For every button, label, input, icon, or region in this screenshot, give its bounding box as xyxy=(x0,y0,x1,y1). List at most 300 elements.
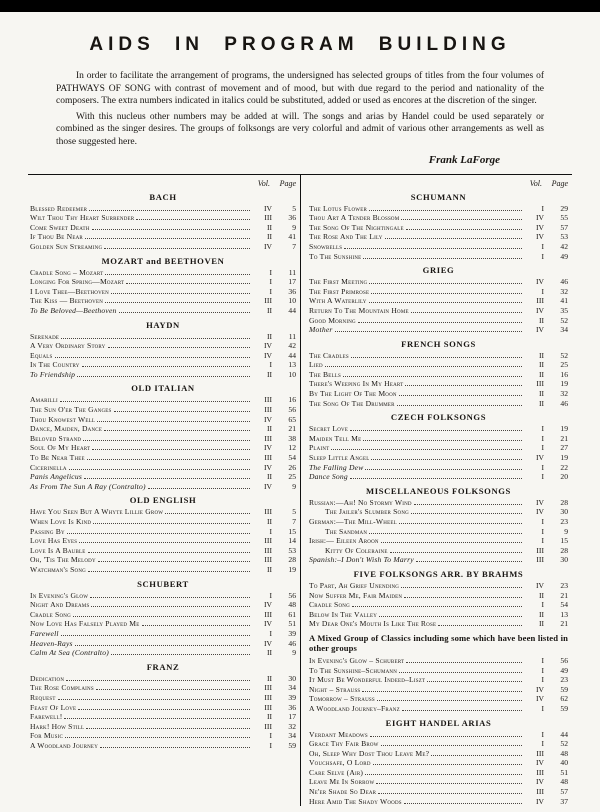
song-page: 15 xyxy=(560,536,568,546)
song-title: The Rose Complains xyxy=(30,683,94,693)
song-title: To Be Near Thee xyxy=(30,453,85,463)
song-row xyxy=(30,546,296,556)
song-volume: IV xyxy=(263,341,272,351)
dot-leader xyxy=(119,312,250,313)
song-page: 19 xyxy=(560,424,568,434)
song-title: There's Weeping In My Heart xyxy=(309,379,404,389)
song-page: 48 xyxy=(560,748,568,758)
song-volume: II xyxy=(266,673,272,683)
song-page: 36 xyxy=(288,286,296,296)
dot-leader xyxy=(373,764,522,765)
dot-leader xyxy=(111,654,250,655)
dot-leader xyxy=(331,449,522,450)
song-page: 19 xyxy=(560,379,568,389)
song-title: To Be Beloved—Beethoven xyxy=(30,305,117,315)
column-vol-page-header xyxy=(30,179,296,188)
dot-leader xyxy=(93,523,250,524)
song-volume: I xyxy=(541,526,544,536)
page-title: AIDS IN PROGRAM BUILDING xyxy=(89,34,511,55)
song-volume: I xyxy=(541,675,544,685)
dot-leader xyxy=(352,606,522,607)
song-title: Serenade xyxy=(30,331,60,341)
song-volume: IV xyxy=(263,638,272,648)
song-title: If Thou Be Near xyxy=(30,232,83,242)
song-page: 54 xyxy=(288,453,296,463)
song-title: Thou Knowest Well xyxy=(30,414,96,424)
song-page: 23 xyxy=(560,517,568,526)
song-page: 32 xyxy=(288,721,296,731)
song-title: A Very Ordinary Story xyxy=(30,341,106,351)
song-title: The Song Of The Drummer xyxy=(309,398,395,408)
song-volume: III xyxy=(536,545,544,555)
song-row xyxy=(309,507,568,517)
song-title: Cicerinella xyxy=(30,462,67,472)
song-page: 59 xyxy=(288,740,296,750)
song-row xyxy=(30,565,296,575)
song-page: 9 xyxy=(292,648,296,658)
song-row xyxy=(30,341,296,351)
song-title: Vouchsafe, O Lord xyxy=(309,758,371,768)
song-volume: I xyxy=(269,286,272,296)
song-page: 30 xyxy=(560,507,568,517)
song-row xyxy=(30,434,296,444)
dot-leader xyxy=(404,803,522,804)
song-page: 26 xyxy=(288,462,296,472)
song-volume: II xyxy=(266,222,272,232)
song-row xyxy=(30,204,296,214)
song-volume: II xyxy=(266,517,272,526)
song-row xyxy=(30,482,296,492)
vol-header-label: Vol. xyxy=(257,178,270,188)
song-page: 10 xyxy=(288,369,296,379)
song-row xyxy=(30,424,296,434)
dot-leader xyxy=(55,357,250,358)
song-title: Irish:— Eileen Aroon xyxy=(309,536,379,546)
song-title: Panis Angelicus xyxy=(30,472,83,482)
section-heading: SCHUMANN xyxy=(410,191,467,202)
song-page: 49 xyxy=(560,665,568,675)
song-title: Request xyxy=(30,692,56,702)
song-page: 22 xyxy=(560,462,568,472)
song-title: Equals xyxy=(30,350,53,360)
dot-leader xyxy=(369,302,522,303)
song-row xyxy=(30,242,296,252)
dot-leader xyxy=(369,533,522,534)
dot-leader xyxy=(381,745,522,746)
song-title: The Rose And The Lily xyxy=(309,232,383,242)
song-page: 42 xyxy=(560,241,568,251)
song-row xyxy=(309,527,568,537)
song-volume: III xyxy=(264,395,272,405)
dot-leader xyxy=(371,459,522,460)
song-page: 52 xyxy=(560,350,568,360)
song-title: Calm At Sea (Contralto) xyxy=(30,648,109,658)
song-page: 39 xyxy=(288,628,296,638)
dot-leader xyxy=(85,238,250,239)
song-volume: I xyxy=(269,267,272,277)
song-volume: IV xyxy=(263,481,272,491)
song-page: 37 xyxy=(560,796,568,806)
song-page: 61 xyxy=(288,609,296,619)
dot-leader xyxy=(385,238,522,239)
dot-leader xyxy=(75,645,250,646)
dot-leader xyxy=(77,376,250,377)
song-volume: III xyxy=(264,683,272,693)
song-title: The Cradles xyxy=(309,350,349,360)
song-volume: II xyxy=(266,331,272,341)
song-title: Hark! How Still xyxy=(30,721,85,731)
song-volume: I xyxy=(541,739,544,749)
song-title: A Woodland Journey xyxy=(30,740,98,750)
song-page: 34 xyxy=(288,731,296,741)
dot-leader xyxy=(406,662,522,663)
dot-leader xyxy=(390,552,522,553)
song-volume: I xyxy=(541,729,544,739)
song-row xyxy=(30,648,296,658)
song-row xyxy=(309,287,568,297)
song-row xyxy=(309,277,568,287)
song-volume: IV xyxy=(263,619,272,629)
song-volume: II xyxy=(266,424,272,434)
song-volume: IV xyxy=(535,497,544,507)
song-page: 65 xyxy=(288,414,296,424)
song-volume: II xyxy=(538,350,544,360)
song-page: 35 xyxy=(560,305,568,315)
song-page: 52 xyxy=(560,739,568,749)
song-title: Good Morning xyxy=(309,315,356,325)
song-title: Return To The Mountain Home xyxy=(309,305,409,315)
song-row xyxy=(30,277,296,287)
song-row xyxy=(309,536,568,546)
dot-leader xyxy=(58,699,250,700)
song-row xyxy=(309,232,568,242)
song-title: Plaint xyxy=(309,443,330,453)
song-page: 9 xyxy=(292,222,296,232)
page-header-label: Page xyxy=(279,178,296,188)
song-row xyxy=(30,536,296,546)
dot-leader xyxy=(369,283,522,284)
song-page: 44 xyxy=(288,350,296,360)
song-row xyxy=(309,619,568,629)
dot-leader xyxy=(411,312,522,313)
song-volume: II xyxy=(538,590,544,600)
song-page: 29 xyxy=(560,203,568,213)
song-volume: I xyxy=(269,628,272,638)
dot-leader xyxy=(86,728,250,729)
song-list-column-left xyxy=(28,175,300,807)
song-page: 57 xyxy=(560,787,568,797)
song-volume: III xyxy=(264,702,272,712)
dot-leader xyxy=(87,459,250,460)
song-page: 19 xyxy=(288,564,296,574)
song-row xyxy=(309,656,568,666)
song-page: 23 xyxy=(560,675,568,685)
song-page: 7 xyxy=(292,517,296,526)
column-vol-page-header xyxy=(309,179,568,188)
dot-leader xyxy=(83,440,250,441)
song-title: Tomorrow – Strauss xyxy=(309,694,375,704)
song-row xyxy=(309,370,568,380)
song-page: 44 xyxy=(288,305,296,315)
song-title: Oh, Sleep Why Dost Thou Leave Me? xyxy=(309,748,430,758)
song-volume: III xyxy=(264,296,272,306)
song-page: 16 xyxy=(560,369,568,379)
song-volume: III xyxy=(264,536,272,546)
song-page: 57 xyxy=(560,222,568,232)
song-row xyxy=(30,600,296,610)
song-title: In Evening's Glow – Schubert xyxy=(309,655,405,665)
song-volume: I xyxy=(269,360,272,370)
song-title: Have You Seen But A Whyte Lillie Grow xyxy=(30,507,164,517)
song-page: 32 xyxy=(560,286,568,296)
song-title: The Lotus Flower xyxy=(309,203,367,213)
dot-leader xyxy=(401,219,522,220)
song-page: 11 xyxy=(288,331,296,341)
song-title: Soul Of My Heart xyxy=(30,443,91,453)
song-volume: II xyxy=(538,398,544,408)
dot-leader xyxy=(431,755,522,756)
song-volume: III xyxy=(536,767,544,777)
intro-block xyxy=(28,70,572,149)
song-page: 20 xyxy=(560,472,568,482)
song-volume: IV xyxy=(263,203,272,213)
song-row xyxy=(30,232,296,242)
song-volume: III xyxy=(264,692,272,702)
song-row xyxy=(30,351,296,361)
dot-leader xyxy=(397,405,522,406)
song-title: German:—The Mill-Wheel xyxy=(309,517,397,526)
song-page: 13 xyxy=(288,360,296,370)
song-page: 56 xyxy=(560,655,568,665)
song-title: To Part, Ah Grief Unending xyxy=(309,580,400,590)
song-row xyxy=(309,555,568,565)
song-volume: I xyxy=(269,740,272,750)
song-title: Kitty Of Coleraine xyxy=(325,545,388,555)
song-title: Grace Thy Fair Brow xyxy=(309,739,379,749)
song-volume: I xyxy=(541,241,544,251)
song-row xyxy=(30,213,296,223)
song-page: 53 xyxy=(288,545,296,555)
song-title: Cradle Song xyxy=(30,609,71,619)
song-row xyxy=(30,395,296,405)
song-volume: II xyxy=(538,360,544,370)
dot-leader xyxy=(64,718,250,719)
song-page: 62 xyxy=(560,694,568,704)
song-volume: I xyxy=(541,665,544,675)
dot-leader xyxy=(148,488,250,489)
song-title: Blessed Redeemer xyxy=(30,203,88,213)
song-title: Watchman's Song xyxy=(30,564,86,574)
song-volume: I xyxy=(269,590,272,600)
song-page: 34 xyxy=(560,325,568,335)
dot-leader xyxy=(108,347,251,348)
song-row xyxy=(30,370,296,380)
song-row xyxy=(309,242,568,252)
dot-leader xyxy=(379,616,522,617)
song-row xyxy=(30,287,296,297)
song-title: Ne'er Shade So Dear xyxy=(309,787,377,797)
section-heading: A Mixed Group of Classics including some which have been listed in other groups xyxy=(309,632,568,654)
song-page: 56 xyxy=(288,405,296,415)
song-title: In The Country xyxy=(30,360,80,370)
song-volume: II xyxy=(266,472,272,482)
song-page: 44 xyxy=(560,729,568,739)
song-row xyxy=(30,610,296,620)
song-row xyxy=(30,703,296,713)
song-title: Farewell xyxy=(30,628,59,638)
song-row xyxy=(309,472,568,482)
song-title: The Jailer's Slumber Song xyxy=(325,507,409,517)
section-heading: FRANZ xyxy=(146,661,180,672)
song-volume: IV xyxy=(535,213,544,223)
song-row xyxy=(30,527,296,537)
song-volume: I xyxy=(541,286,544,296)
song-row xyxy=(309,453,568,463)
dot-leader xyxy=(358,322,522,323)
song-volume: IV xyxy=(263,443,272,453)
song-volume: IV xyxy=(263,600,272,610)
song-title: Below In The Valley xyxy=(309,609,378,619)
song-row xyxy=(30,712,296,722)
song-page: 11 xyxy=(288,267,296,277)
song-volume: IV xyxy=(535,684,544,694)
song-page: 51 xyxy=(560,767,568,777)
song-page: 34 xyxy=(288,683,296,693)
page-header-label: Page xyxy=(551,178,568,188)
dot-leader xyxy=(90,597,250,598)
song-row xyxy=(30,405,296,415)
dot-leader xyxy=(377,700,522,701)
song-page: 46 xyxy=(560,277,568,287)
dot-leader xyxy=(399,523,522,524)
intro-paragraph: In order to facilitate the arrangement of programs, the undersigned has selected groups of titles from the four volumes of PATHWAYS OF SONG with contrast of movement and of mood, but with due regard to the period and nationality of the composers. The extra numbers indicated in italics could be substituted, added or used as encores at the discretion of the singer. xyxy=(56,71,544,107)
dot-leader xyxy=(411,513,522,514)
song-page: 55 xyxy=(560,213,568,223)
dot-leader xyxy=(371,293,522,294)
song-page: 36 xyxy=(288,213,296,223)
song-row xyxy=(309,306,568,316)
dot-leader xyxy=(126,283,250,284)
dot-leader xyxy=(100,747,250,748)
dot-leader xyxy=(78,709,250,710)
song-title: Dedication xyxy=(30,673,65,683)
dot-leader xyxy=(114,411,250,412)
song-volume: I xyxy=(269,277,272,287)
dot-leader xyxy=(165,513,250,514)
song-row xyxy=(309,730,568,740)
song-row xyxy=(30,268,296,278)
section-heading: MISCELLANEOUS FOLKSONGS xyxy=(366,485,511,496)
song-page: 53 xyxy=(560,232,568,242)
song-row xyxy=(309,739,568,749)
song-page: 17 xyxy=(288,277,296,287)
song-volume: III xyxy=(536,748,544,758)
dot-leader xyxy=(79,542,250,543)
song-row xyxy=(309,797,568,807)
song-volume: II xyxy=(266,232,272,242)
song-page: 27 xyxy=(560,443,568,453)
song-volume: II xyxy=(266,648,272,658)
song-row xyxy=(309,204,568,214)
song-page: 59 xyxy=(560,703,568,713)
dot-leader xyxy=(69,469,250,470)
song-title: The First Primrose xyxy=(309,286,370,296)
song-title: Farewell! xyxy=(30,712,63,722)
song-title: To The Sunshine–Schumann xyxy=(309,665,398,675)
song-volume: III xyxy=(536,296,544,306)
dot-leader xyxy=(399,395,522,396)
song-volume: IV xyxy=(535,758,544,768)
song-title: Verdant Meadows xyxy=(309,729,368,739)
dot-leader xyxy=(105,274,250,275)
song-volume: IV xyxy=(263,414,272,424)
song-title: The Sun O'er The Ganges xyxy=(30,405,112,415)
dot-leader xyxy=(414,504,522,505)
song-title: As From The Sun A Ray (Contralto) xyxy=(30,481,146,491)
song-row xyxy=(30,683,296,693)
song-page: 5 xyxy=(292,507,296,517)
section-heading: SCHUBERT xyxy=(137,578,189,589)
song-title: The Sandman xyxy=(325,526,368,536)
song-page: 41 xyxy=(560,296,568,306)
song-title: Feast Of Love xyxy=(30,702,77,712)
song-row xyxy=(30,555,296,565)
dot-leader xyxy=(92,229,250,230)
song-title: The Falling Dew xyxy=(309,462,364,472)
song-page: 36 xyxy=(288,702,296,712)
song-row xyxy=(309,424,568,434)
song-volume: III xyxy=(264,213,272,223)
song-row xyxy=(309,325,568,335)
song-volume: III xyxy=(264,507,272,517)
song-title: Come Sweet Death xyxy=(30,222,90,232)
song-title: Love Has Eyes xyxy=(30,536,78,546)
song-title: Now Love Has Falsely Played Me xyxy=(30,619,140,629)
song-title: I Love Thee—Beethoven xyxy=(30,286,109,296)
song-row xyxy=(309,675,568,685)
dot-leader xyxy=(350,478,522,479)
song-title: Dance, Maiden, Dance xyxy=(30,424,103,434)
dot-leader xyxy=(82,366,250,367)
song-row xyxy=(30,591,296,601)
song-title: With A Waterlily xyxy=(309,296,367,306)
song-page: 32 xyxy=(560,389,568,399)
song-page: 5 xyxy=(292,203,296,213)
song-title: Lied xyxy=(309,360,323,370)
song-volume: I xyxy=(541,251,544,261)
song-row xyxy=(309,213,568,223)
dot-leader xyxy=(350,430,522,431)
song-title: Longing For Spring—Mozart xyxy=(30,277,125,287)
song-title: Snowbells xyxy=(309,241,343,251)
song-volume: IV xyxy=(535,277,544,287)
song-volume: IV xyxy=(263,241,272,251)
dot-leader xyxy=(369,210,522,211)
song-title: Dance Song xyxy=(309,472,348,482)
dot-leader xyxy=(89,210,250,211)
song-page: 42 xyxy=(288,341,296,351)
song-volume: III xyxy=(264,405,272,415)
song-title: Amarilli xyxy=(30,395,58,405)
dot-leader xyxy=(402,710,522,711)
song-volume: III xyxy=(264,545,272,555)
song-list-column-right xyxy=(300,175,572,807)
song-page: 30 xyxy=(288,673,296,683)
section-heading: FIVE FOLKSONGS ARR. BY BRAHMS xyxy=(353,568,524,579)
song-volume: II xyxy=(538,389,544,399)
song-title: Mother xyxy=(309,325,333,335)
song-volume: IV xyxy=(535,777,544,787)
